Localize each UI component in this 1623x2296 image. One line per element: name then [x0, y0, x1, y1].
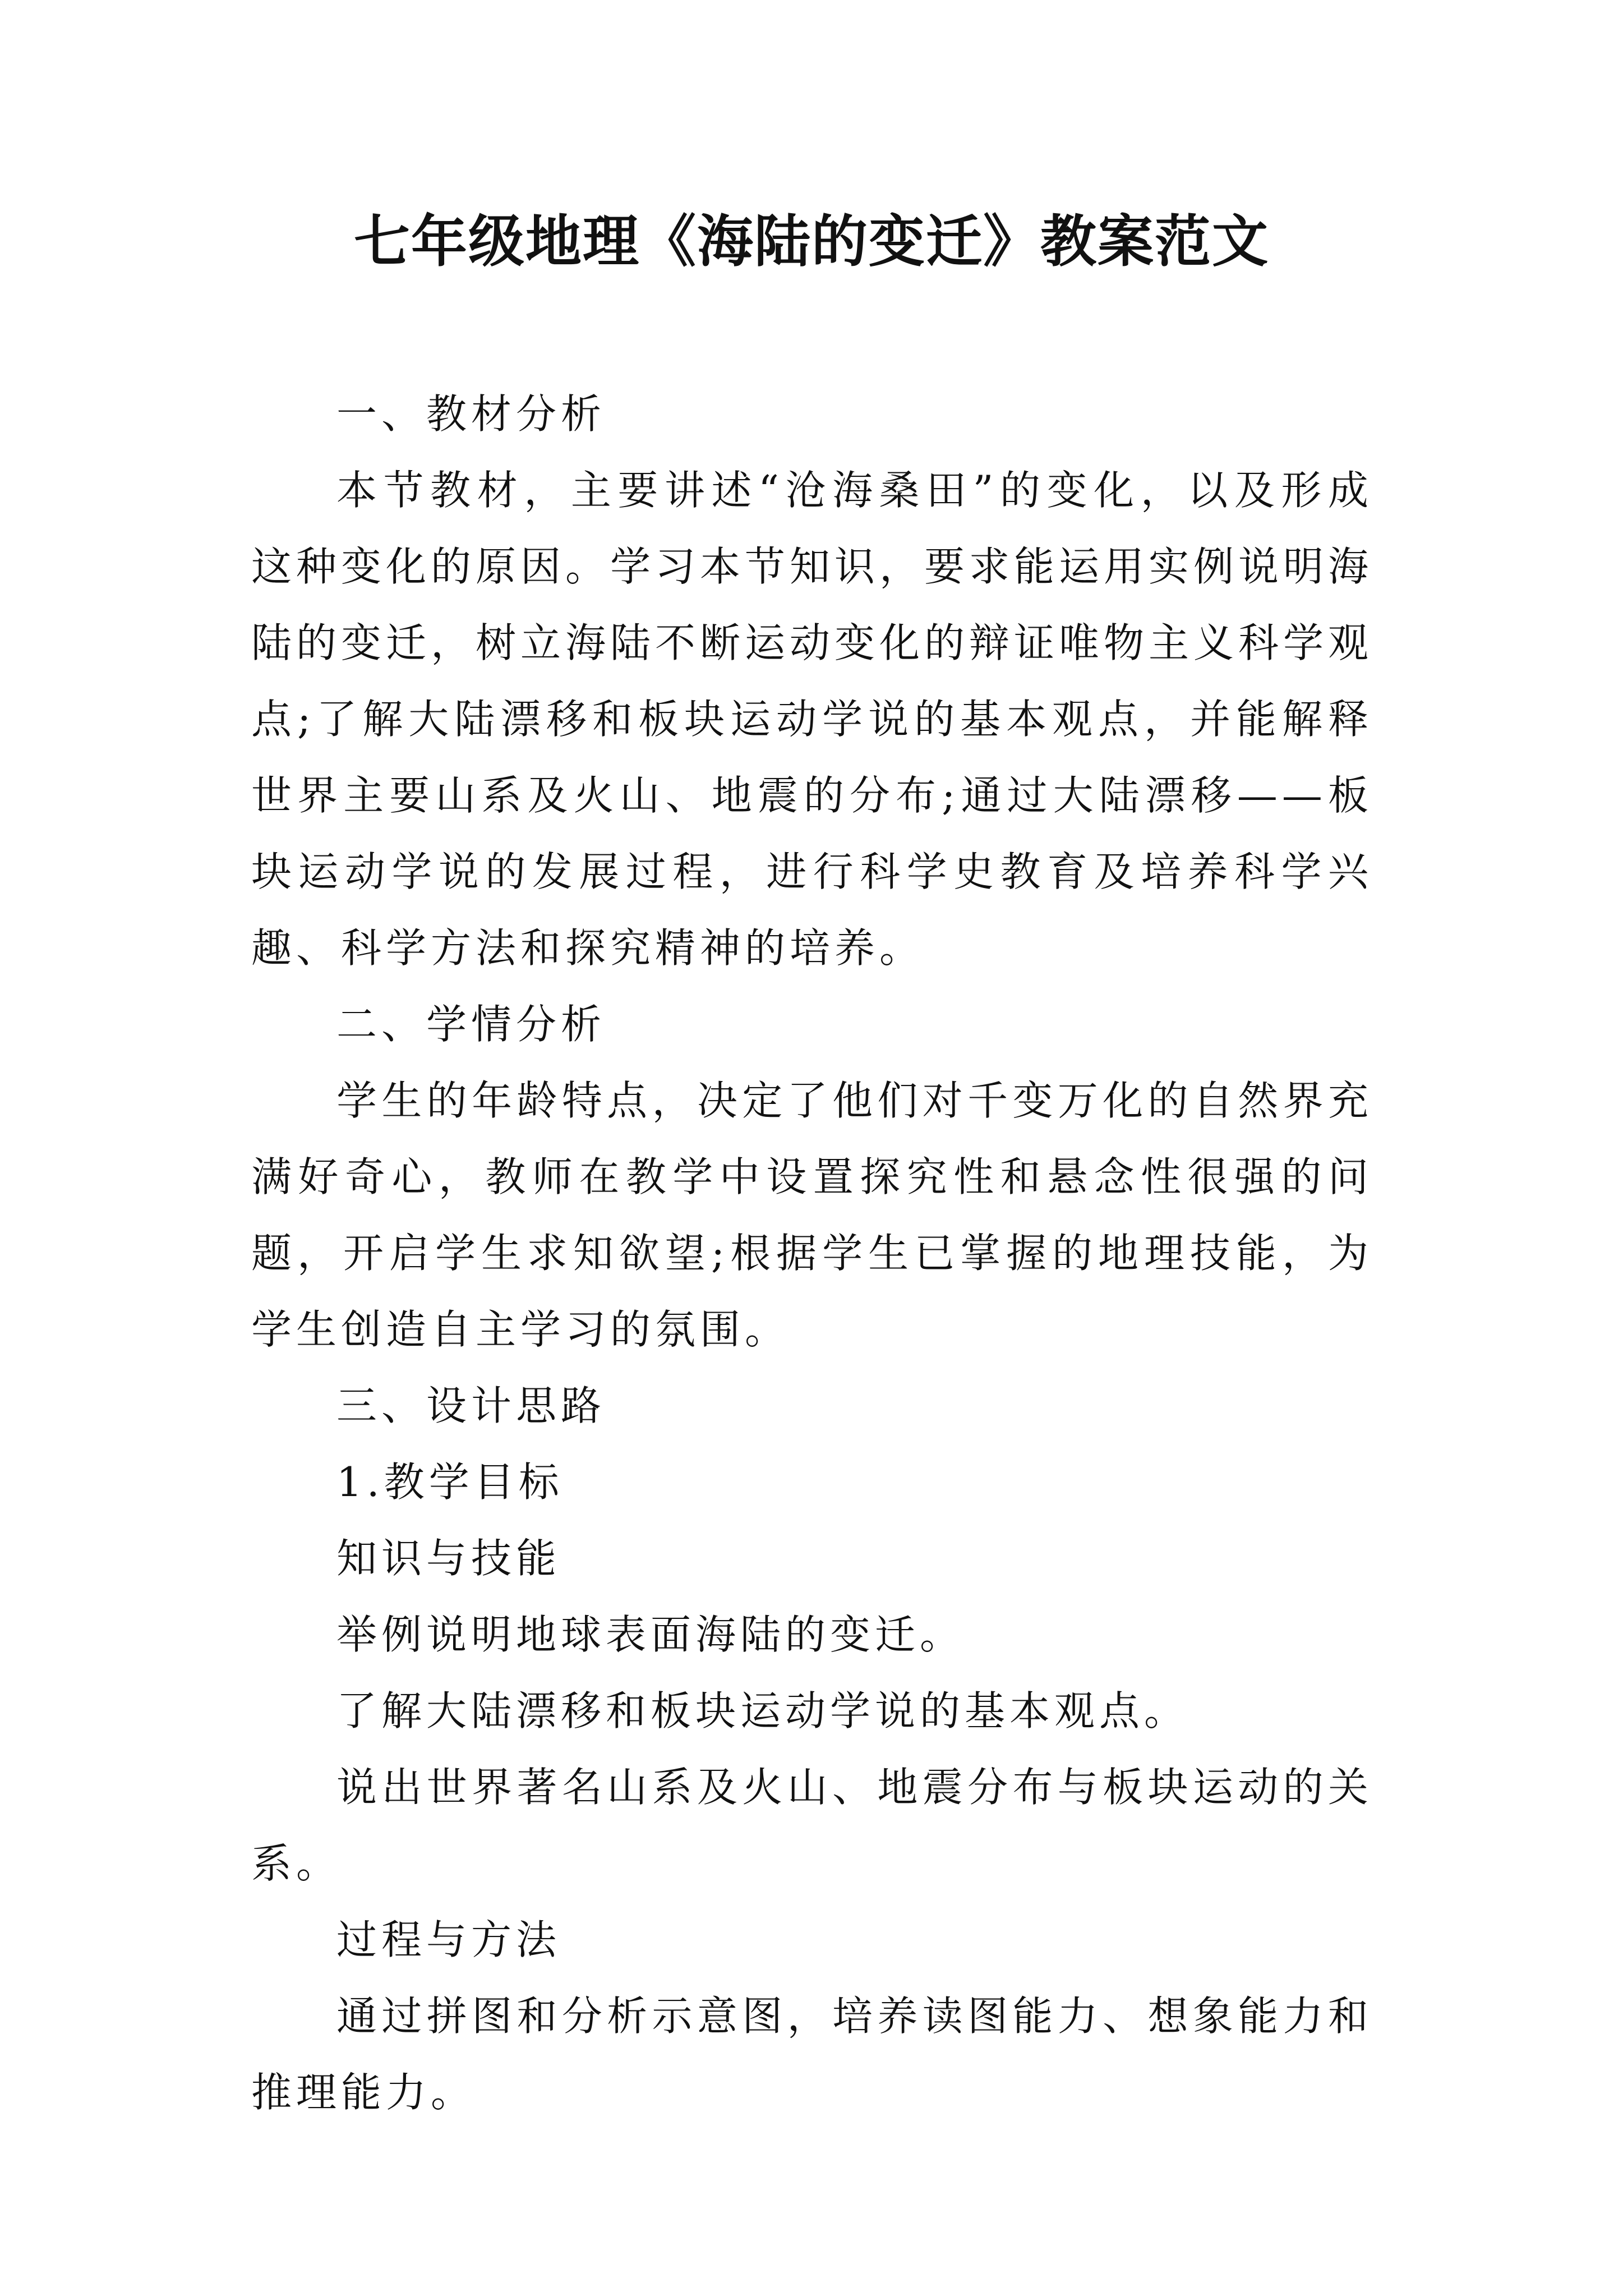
goal-item: 通过拼图和分析示意图，培养读图能力、想象能力和推理能力。 — [251, 1993, 1373, 2116]
heading-design-ideas: 三、设计思路 — [336, 1382, 606, 1429]
paragraph-textbook-analysis: 本节教材，主要讲述“沧海桑田”的变化，以及形成这种变化的原因。学习本节知识，要求能运用实例说明海陆的变迁，树立海陆不断运动变化的辩证唯物主义科学观点;了解大陆漂移和板块运动学说的基本观点，并能解释世界主要山系及火山、地震的分布;通过大陆漂移——板块运动学说的发展过程，进行科学史教育及培养科学兴趣、科学方法和探究精神的培养。 — [251, 467, 1373, 972]
paragraph-student-analysis: 学生的年龄特点，决定了他们对千变万化的自然界充满好奇心，教师在教学中设置探究性和悬念性很强的问题，开启学生求知欲望;根据学生已掌握的地理技能，为学生创造自主学习的氛围。 — [251, 1077, 1373, 1353]
heading-textbook-analysis: 一、教材分析 — [336, 390, 606, 438]
document-title: 七年级地理《海陆的变迁》教案范文 — [354, 208, 1269, 274]
subheading-knowledge-skills: 知识与技能 — [336, 1535, 561, 1582]
subheading-process-methods: 过程与方法 — [336, 1916, 561, 1963]
document-body — [251, 376, 1373, 2131]
heading-teaching-goals: 1.教学目标 — [336, 1458, 564, 1506]
goal-item: 举例说明地球表面海陆的变迁。 — [336, 1611, 965, 1658]
goal-item: 了解大陆漂移和板块运动学说的基本观点。 — [336, 1687, 1189, 1734]
goal-item: 说出世界著名山系及火山、地震分布与板块运动的关系。 — [251, 1764, 1373, 1887]
heading-student-analysis: 二、学情分析 — [336, 1001, 606, 1048]
